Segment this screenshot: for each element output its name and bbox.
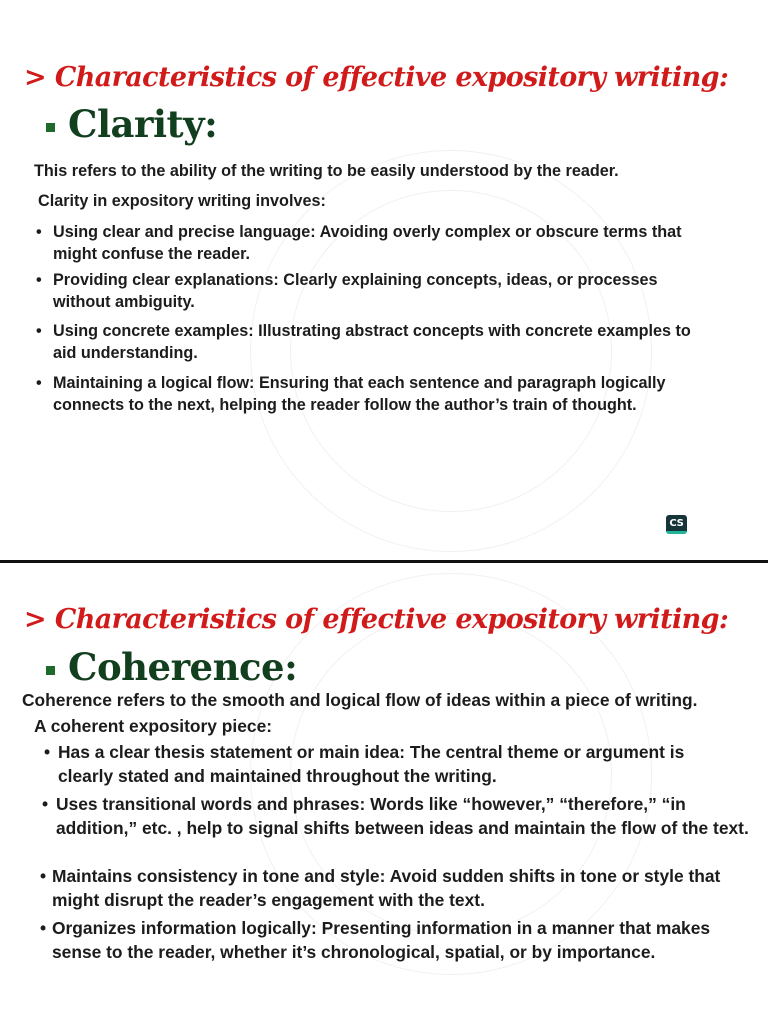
slide-heading: > Characteristics of effective expository writing: xyxy=(24,62,729,93)
intro-text: This refers to the ability of the writing to be easily understood by the reader. xyxy=(34,162,619,180)
list-item-text: Using clear and precise language: Avoiding overly complex or obscure terms that might confuse the reader. xyxy=(53,223,682,263)
bullet-icon: • xyxy=(40,918,47,938)
bullet-icon: • xyxy=(36,271,42,289)
list-item xyxy=(36,372,696,416)
slide-heading: > Characteristics of effective expository writing: xyxy=(24,604,729,635)
list-item-text: Maintaining a logical flow: Ensuring that each sentence and paragraph logically connects to the next, helping the reader follow the author’s train of thought. xyxy=(53,374,666,414)
lead-text: Clarity in expository writing involves: xyxy=(38,192,326,210)
bullet-icon: • xyxy=(44,742,51,762)
camscanner-logo-icon: CS xyxy=(666,515,687,534)
subheading-text: Clarity: xyxy=(68,102,218,146)
bullet-icon: • xyxy=(36,223,42,241)
list-item xyxy=(36,269,696,313)
subheading-text: Coherence: xyxy=(68,645,298,689)
bullet-icon: • xyxy=(36,322,42,340)
list-item xyxy=(36,221,696,265)
list-item-text: Uses transitional words and phrases: Words like “however,” “therefore,” “in addition,” etc. , help to signal shifts between ideas and maintain the flow of the text. xyxy=(56,794,749,838)
list-item-text: Has a clear thesis statement or main idea: The central theme or argument is clearly stated and maintained throughout the writing. xyxy=(58,742,685,786)
section-subheading xyxy=(46,102,217,146)
list-item xyxy=(44,740,744,788)
green-square-icon xyxy=(46,666,55,675)
slide-coherence xyxy=(0,563,768,1024)
green-square-icon xyxy=(46,123,55,132)
lead-text: A coherent expository piece: xyxy=(34,716,273,736)
list-item-text: Organizes information logically: Presenting information in a manner that makes sense to the reader, whether it’s chronological, spatial, or by importance. xyxy=(52,918,711,962)
list-item-text: Maintains consistency in tone and style: Avoid sudden shifts in tone or style that might disrupt the reader’s engagement with the text. xyxy=(52,866,721,910)
list-item-text: Using concrete examples: Illustrating abstract concepts with concrete examples to aid understanding. xyxy=(53,322,691,362)
bullet-icon: • xyxy=(42,794,49,814)
section-subheading xyxy=(46,645,297,689)
list-item xyxy=(42,792,762,840)
list-item-text: Providing clear explanations: Clearly explaining concepts, ideas, or processes without ambiguity. xyxy=(53,271,658,311)
intro-text: Coherence refers to the smooth and logical flow of ideas within a piece of writing. xyxy=(22,690,698,710)
bullet-icon: • xyxy=(36,374,42,392)
list-item xyxy=(40,864,740,912)
list-item xyxy=(36,320,696,364)
bullet-icon: • xyxy=(40,866,47,886)
list-item xyxy=(40,916,740,964)
